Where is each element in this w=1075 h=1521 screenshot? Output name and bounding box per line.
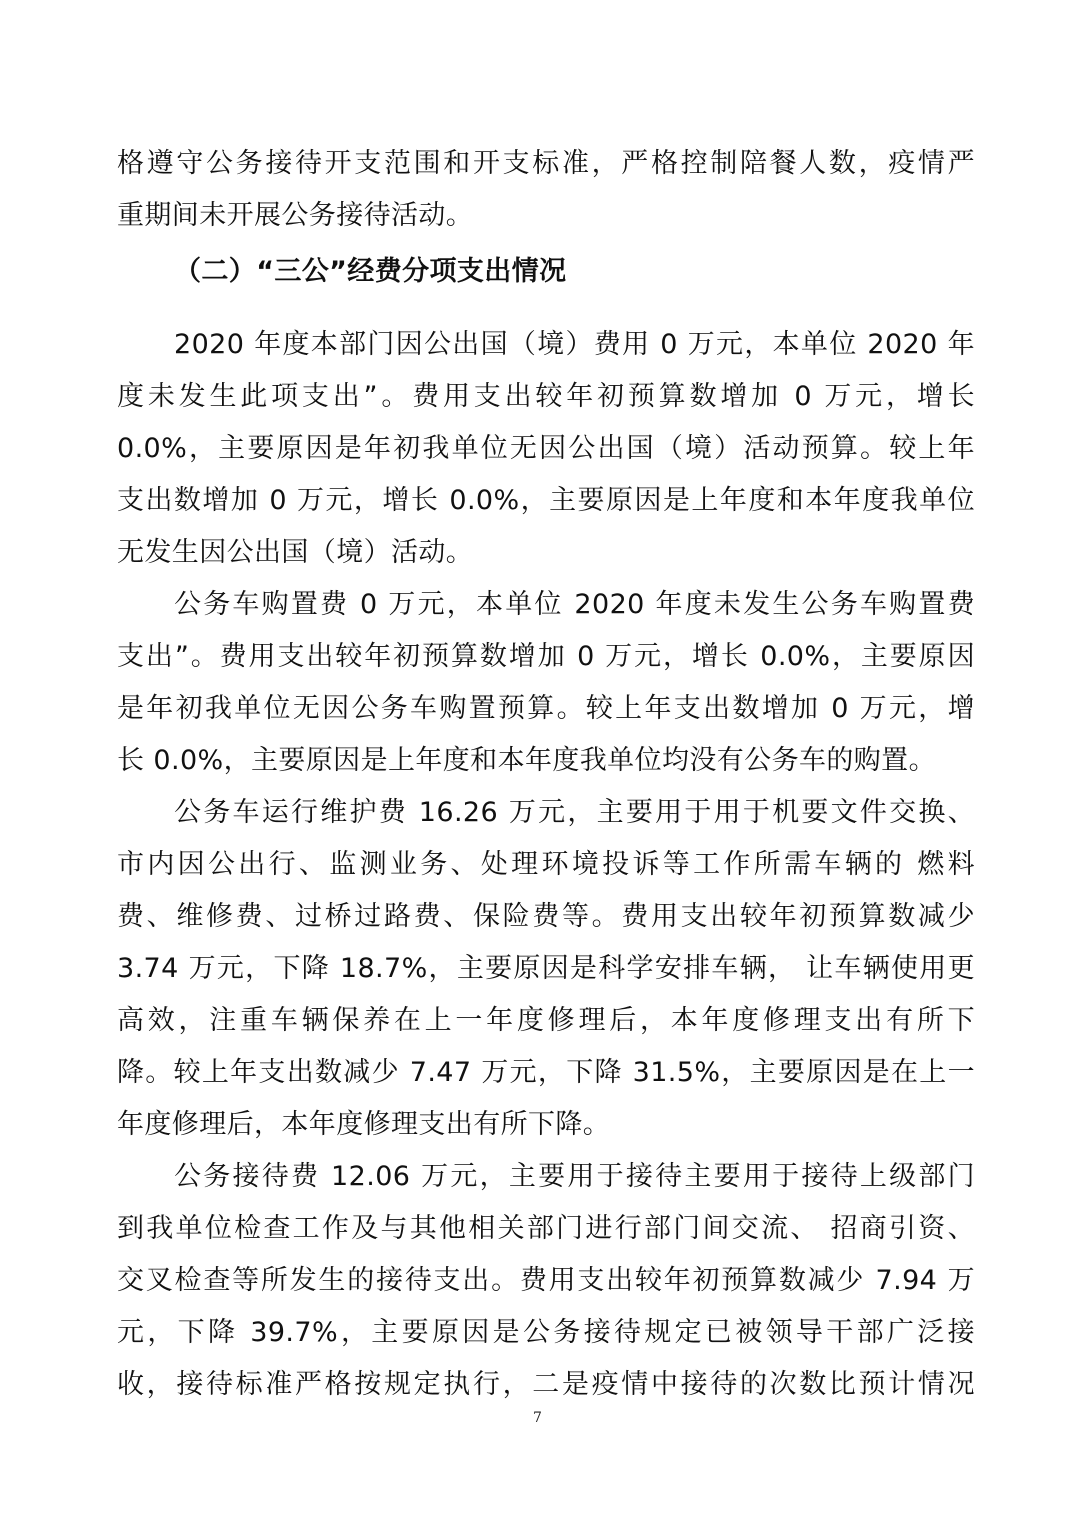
page-body: [117, 138, 975, 1411]
section-heading: （二）“三公”经费分项支出情况: [174, 256, 567, 287]
body-line: 收，接待标准严格按规定执行，二是疫情中接待的次数比预计情况: [117, 1369, 975, 1400]
body-line: 年度修理后，本年度修理支出有所下降。: [117, 1109, 611, 1140]
paragraph-reception: [117, 1151, 975, 1411]
paragraph-travel-abroad: [117, 319, 975, 579]
body-line: 高效，注重车辆保养在上一年度修理后，本年度修理支出有所下: [117, 1005, 975, 1036]
paragraph-vehicle-purchase: [117, 579, 975, 787]
body-line: 格遵守公务接待开支范围和开支标准，严格控制陪餐人数，疫情严: [117, 148, 975, 179]
body-line: 元，下降 39.7%，主要原因是公务接待规定已被领导干部广泛接: [117, 1317, 975, 1348]
body-line: 重期间未开展公务接待活动。: [117, 200, 474, 231]
paragraph-vehicle-maintenance: [117, 787, 975, 1151]
body-line: 支出数增加 0 万元，增长 0.0%，主要原因是上年度和本年度我单位: [117, 485, 975, 516]
body-line: 3.74 万元，下降 18.7%，主要原因是科学安排车辆， 让车辆使用更: [117, 953, 975, 984]
body-line: 2020 年度本部门因公出国（境）费用 0 万元，本单位 2020 年: [174, 329, 975, 360]
body-line: 长 0.0%，主要原因是上年度和本年度我单位均没有公务车的购置。: [117, 745, 936, 776]
body-line: 降。较上年支出数减少 7.47 万元，下降 31.5%，主要原因是在上一: [117, 1057, 975, 1088]
body-line: 费、维修费、过桥过路费、保险费等。费用支出较年初预算数减少: [117, 901, 975, 932]
body-line: 公务车购置费 0 万元，本单位 2020 年度未发生公务车购置费: [174, 589, 975, 620]
body-line: 市内因公出行、监测业务、处理环境投诉等工作所需车辆的 燃料: [117, 849, 975, 880]
body-line: 公务接待费 12.06 万元，主要用于接待主要用于接待上级部门: [174, 1161, 975, 1192]
body-line: 到我单位检查工作及与其他相关部门进行部门间交流、 招商引资、: [117, 1213, 975, 1244]
body-line: 度未发生此项支出”。费用支出较年初预算数增加 0 万元，增长: [117, 381, 975, 412]
body-line: 无发生因公出国（境）活动。: [117, 537, 474, 568]
body-line: 支出”。费用支出较年初预算数增加 0 万元，增长 0.0%，主要原因: [117, 641, 975, 672]
body-line: 是年初我单位无因公务车购置预算。较上年支出数增加 0 万元，增: [117, 693, 975, 724]
body-line: 公务车运行维护费 16.26 万元，主要用于用于机要文件交换、: [174, 797, 975, 828]
page-number: 7: [533, 1410, 542, 1426]
body-line: 交叉检查等所发生的接待支出。费用支出较年初预算数减少 7.94 万: [117, 1265, 975, 1296]
body-line: 0.0%，主要原因是年初我单位无因公出国（境）活动预算。较上年: [117, 433, 975, 464]
